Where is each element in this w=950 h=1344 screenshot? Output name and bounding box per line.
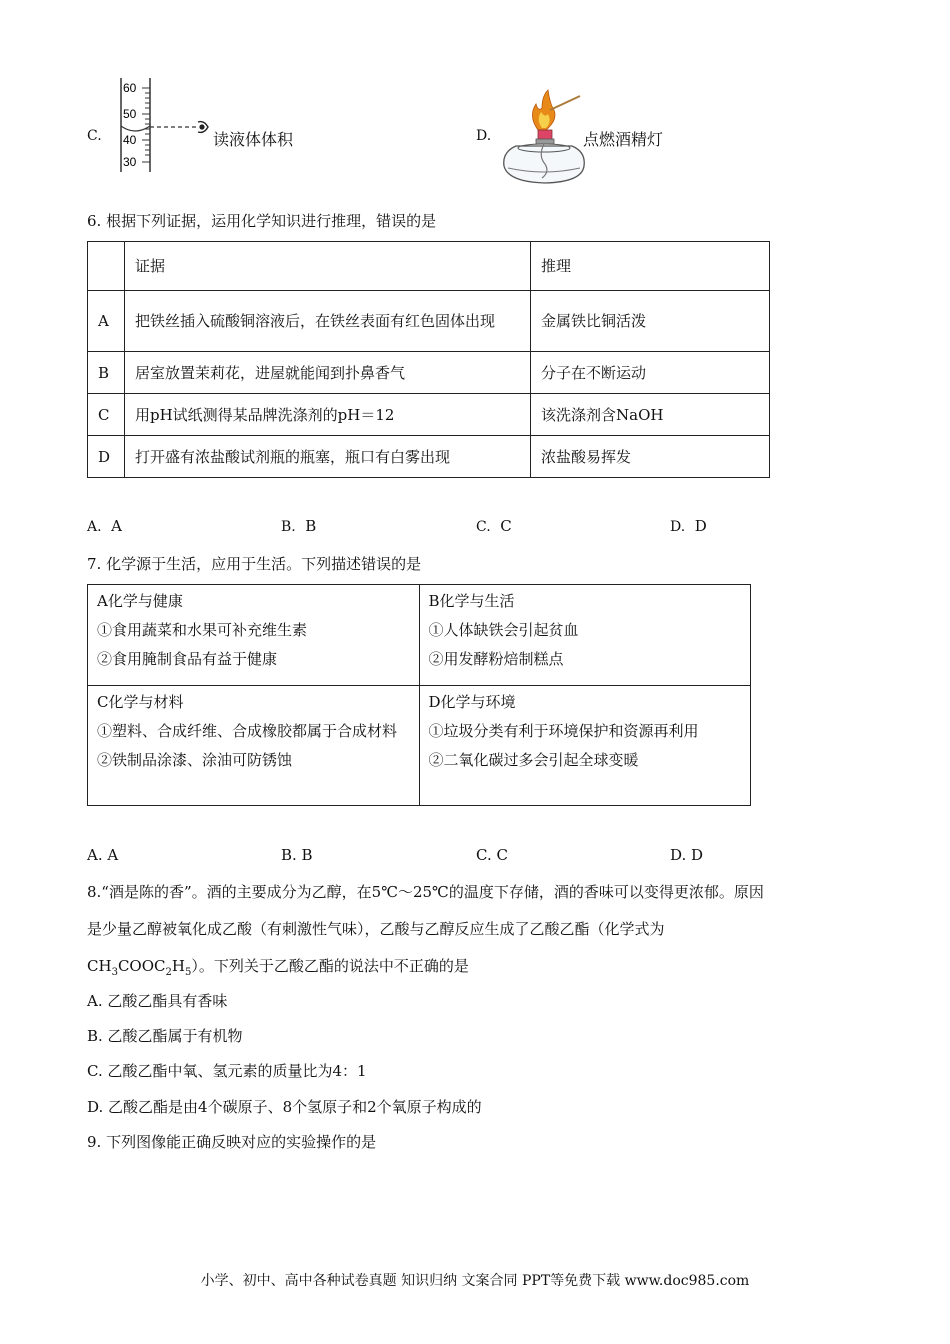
row-evidence: 打开盛有浓盐酸试剂瓶的瓶塞，瓶口有白雾出现 (125, 436, 531, 478)
table-row (88, 585, 751, 686)
row-inference: 金属铁比铜活泼 (531, 291, 770, 352)
table-header-cell: 证据 (125, 242, 531, 291)
row-label: D (88, 436, 125, 478)
row-inference: 分子在不断运动 (531, 352, 770, 394)
q5-option-c-caption: 读液体体积 (213, 130, 294, 149)
cylinder-tick-50: 50 (123, 107, 137, 121)
q6-option-c[interactable]: C. C (476, 517, 512, 535)
alcohol-lamp-diagram (498, 86, 588, 186)
q6-option-d[interactable]: D. D (670, 517, 707, 535)
q8-stem-line-2: 是少量乙醇被氧化成乙酸（有刺激性气味），乙酸与乙醇反应生成了乙酸乙酯（化学式为 (87, 920, 665, 938)
q8-stem-line-1: 8.“酒是陈的香”。酒的主要成分为乙醇，在5℃～25℃的温度下存储，酒的香味可以变得更浓郁。原因 (87, 883, 764, 901)
row-label: C (88, 394, 125, 436)
q7-cell-b (419, 585, 751, 686)
q7-option-a[interactable]: A. A (87, 846, 119, 864)
q7-option-b[interactable]: B. B (281, 846, 313, 864)
q5-option-d-caption: 点燃酒精灯 (583, 130, 664, 149)
cell-title: C化学与材料 (97, 693, 184, 711)
row-inference: 浓盐酸易挥发 (531, 436, 770, 478)
table-row (88, 352, 770, 394)
cylinder-tick-40: 40 (123, 133, 137, 147)
row-evidence: 用pH试纸测得某品牌洗涤剂的pH＝12 (125, 394, 531, 436)
cylinder-tick-60: 60 (123, 81, 137, 95)
cell-title: D化学与环境 (428, 693, 516, 711)
q8-option-c[interactable]: C. 乙酸乙酯中氧、氢元素的质量比为4：1 (87, 1062, 367, 1080)
q7-stem: 7. 化学源于生活，应用于生活。下列描述错误的是 (87, 555, 422, 573)
cell-line: ①食用蔬菜和水果可补充维生素 (97, 621, 308, 639)
cell-line: ②二氧化碳过多会引起全球变暖 (428, 751, 639, 769)
q8-stem-line-3: $CH_3COOC_2H_5$）。下列关于乙酸乙酯的说法中不正确的是 (87, 957, 469, 978)
cell-line: ②铁制品涂漆、涂油可防锈蚀 (97, 751, 293, 769)
q6-stem: 6. 根据下列证据，运用化学知识进行推理，错误的是 (87, 212, 437, 230)
q8-option-b[interactable]: B. 乙酸乙酯属于有机物 (87, 1027, 243, 1045)
cell-title: B化学与生活 (428, 592, 515, 610)
cylinder-tick-30: 30 (123, 155, 137, 169)
cell-title: A化学与健康 (97, 592, 183, 610)
table-header-cell: 推理 (531, 242, 770, 291)
q8-option-a[interactable]: A. 乙酸乙酯具有香味 (87, 992, 228, 1010)
table-header-cell (88, 242, 125, 291)
q6-evidence-table (87, 241, 770, 478)
table-row (88, 394, 770, 436)
row-label: B (88, 352, 125, 394)
cell-line: ②用发酵粉焙制糕点 (428, 650, 564, 668)
q7-category-table (87, 584, 751, 806)
table-row (88, 686, 751, 806)
q5-option-c-letter: C. (87, 128, 102, 144)
cell-line: ①垃圾分类有利于环境保护和资源再利用 (428, 722, 699, 740)
table-header-row (88, 242, 770, 291)
q9-stem: 9. 下列图像能正确反映对应的实验操作的是 (87, 1133, 377, 1151)
q6-option-a[interactable]: A. A (87, 517, 122, 535)
page-footer: 小学、初中、高中各种试卷真题 知识归纳 文案合同 PPT等免费下载 www.doc985.com (200, 1273, 750, 1289)
q8-option-d[interactable]: D. 乙酸乙酯是由4个碳原子、8个氢原子和2个氧原子构成的 (87, 1098, 482, 1116)
q7-cell-c (88, 686, 420, 806)
q6-option-b[interactable]: B. B (281, 517, 317, 535)
q5-option-d-letter: D. (476, 128, 492, 144)
table-row (88, 291, 770, 352)
graduated-cylinder-diagram (112, 76, 212, 176)
q7-option-c[interactable]: C. C (476, 846, 508, 864)
row-inference: 该洗涤剂含NaOH (531, 394, 770, 436)
q7-option-d[interactable]: D. D (670, 846, 704, 864)
table-row (88, 436, 770, 478)
q7-cell-a (88, 585, 420, 686)
cell-line: ①人体缺铁会引起贫血 (428, 621, 579, 639)
cell-line: ①塑料、合成纤维、合成橡胶都属于合成材料 (97, 722, 398, 740)
q7-cell-d (419, 686, 751, 806)
row-evidence: 居室放置茉莉花，进屋就能闻到扑鼻香气 (125, 352, 531, 394)
cell-line: ②食用腌制食品有益于健康 (97, 650, 278, 668)
row-evidence: 把铁丝插入硫酸铜溶液后，在铁丝表面有红色固体出现 (125, 291, 531, 352)
row-label: A (88, 291, 125, 352)
